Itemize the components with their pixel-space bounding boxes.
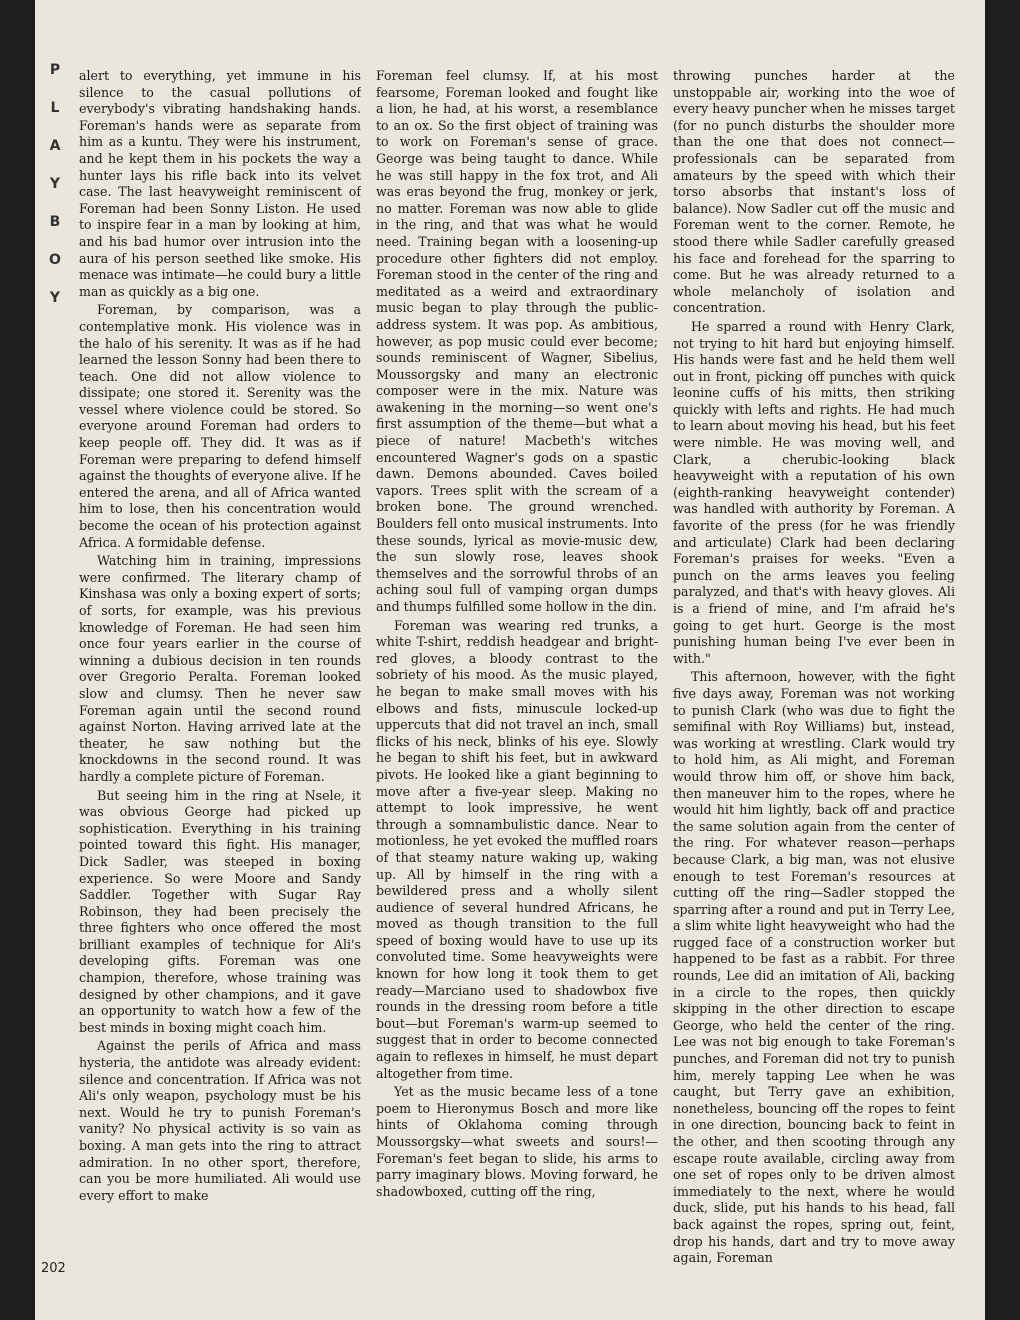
- sidebar-letter: O: [49, 252, 61, 268]
- paragraph: Yet as the music became less of a tone poem to Hieronymus Bosch and more like hints of Oklahoma coming through Moussorgsky—what sweets and sours!—Foreman's feet began to slide, his arms to parry imaginary blows. Moving forward, he shadowboxed, cutting off the ring,: [376, 1084, 658, 1199]
- magazine-sidebar-logo: [35, 62, 75, 322]
- magazine-page: [35, 0, 985, 1320]
- paragraph: throwing punches harder at the unstoppable air, working into the woe of every heavy puncher when he misses target (for no punch disturbs the shoulder more than the one that does not connect—professionals can be separated from amateurs by the speed with which their torso absorbs that instant's loss of balance). Now Sadler cut off the music and Foreman went to the corner. Remote, he stood there while Sadler carefully greased his face and forehead for the sparring to come. But he was already returned to a whole melancholy of isolation and concentration.: [673, 68, 955, 316]
- paragraph: Foreman, by comparison, was a contemplative monk. His violence was in the halo of his serenity. It was as if he had learned the lesson Sonny had been there to teach. One did not allow violence to dissipate; one stored it. Serenity was the vessel where violence could be stored. So everyone around Foreman had orders to keep people off. They did. It was as if Foreman were preparing to defend himself against the thoughts of everyone alive. If he entered the arena, and all of Africa wanted him to lose, then his concentration would become the ocean of his protection against Africa. A formidable defense.: [79, 302, 361, 550]
- sidebar-letter: Y: [49, 290, 61, 306]
- paragraph: He sparred a round with Henry Clark, not trying to hit hard but enjoying himself. His hands were fast and he held them well out in front, picking off punches with quick leonine cuffs of his mitts, then striking quickly with lefts and rights. He had much to learn about moving his head, but his feet were nimble. He was moving well, and Clark, a cherubic-looking black heavyweight with a reputation of his own (eighth-ranking heavyweight contender) was handled with authority by Foreman. A favorite of the press (for he was friendly and articulate) Clark had been declaring Foreman's praises for weeks. "Even a punch on the arms leaves you feeling paralyzed, and that's with heavy gloves. Ali is a friend of mine, and I'm afraid he's going to get hurt. George is the most punishing human being I've ever been in with.": [673, 318, 955, 666]
- sidebar-letter: B: [49, 214, 61, 230]
- paragraph: Foreman was wearing red trunks, a white T-shirt, reddish headgear and bright-red gloves, a bloody contrast to the sobriety of his mood. As the music played, he began to make small moves with his elbows and fists, minuscule locked-up uppercuts that did not travel an inch, small flicks of his neck, blinks of his eye. Slowly he began to shift his feet, but in awkward pivots. He looked like a giant beginning to move after a five-year sleep. Making no attempt to look impressive, he went through a somnambulistic dance. Near to motionless, he yet evoked the muffled roars of that steamy nature waking up, waking up. All by himself in the ring with a bewildered press and a wholly silent audience of several hundred Africans, he moved as though transition to the full speed of boxing would have to use up its convoluted time. Some heavyweights were known for how long it took them to get ready—Marciano used to shadowbox five rounds in the dressing room before a title bout—but Foreman's warm-up seemed to suggest that in order to become connected again to reflexes in himself, he must depart altogether from time.: [376, 617, 658, 1081]
- article-body: [79, 68, 955, 1288]
- paragraph: Against the perils of Africa and mass hysteria, the antidote was already evident: silence and concentration. If Africa was not Ali's only weapon, psychology must be his next. Would he try to punish Foreman's vanity? No physical activity is so vain as boxing. A man gets into the ring to attract admiration. In no other sport, therefore, can you be more humiliated. Ali would use every effort to make: [79, 1038, 361, 1203]
- paragraph: alert to everything, yet immune in his silence to the casual pollutions of everybody's vibrating handshaking hands. Foreman's hands were as separate from him as a kuntu. They were his instrument, and he kept them in his pockets the way a hunter lays his rifle back into its velvet case. The last heavyweight reminiscent of Foreman had been Sonny Liston. He used to inspire fear in a man by looking at him, and his bad humor over intrusion into the aura of his person seethed like smoke. His menace was intimate—he could bury a little man as quickly as a big one.: [79, 68, 361, 299]
- sidebar-letter: A: [49, 138, 61, 154]
- page-number: 202: [41, 1261, 66, 1276]
- sidebar-letter: L: [50, 100, 60, 116]
- text-column-2: [376, 68, 658, 1288]
- sidebar-letter: P: [49, 62, 61, 78]
- text-column-1: [79, 68, 361, 1288]
- text-column-3: [673, 68, 955, 1288]
- paragraph: Watching him in training, impressions were confirmed. The literary champ of Kinshasa was only a boxing expert of sorts; of sorts, for example, was his previous knowledge of Foreman. He had seen him once four years earlier in the course of winning a dubious decision in ten rounds over Gregorio Peralta. Foreman looked slow and clumsy. Then he never saw Foreman again until the second round against Norton. Having arrived late at the theater, he saw nothing but the knockdowns in the second round. It was hardly a complete picture of Foreman.: [79, 553, 361, 784]
- paragraph: But seeing him in the ring at Nsele, it was obvious George had picked up sophistication. Everything in his training pointed toward this fight. His manager, Dick Sadler, was steeped in boxing experience. So were Moore and Sandy Saddler. Together with Sugar Ray Robinson, they had been precisely the three fighters who once offered the most brilliant examples of technique for Ali's developing gifts. Foreman was one champion, therefore, whose training was designed by other champions, and it gave an opportunity to watch how a few of the best minds in boxing might coach him.: [79, 787, 361, 1035]
- paragraph: This afternoon, however, with the fight five days away, Foreman was not working to punish Clark (who was due to fight the semifinal with Roy Williams) but, instead, was working at wrestling. Clark would try to hold him, as Ali might, and Foreman would throw him off, or shove him back, then maneuver him to the ropes, where he would hit him lightly, back off and practice the same solution again from the center of the ring. For whatever reason—perhaps because Clark, a big man, was not elusive enough to test Foreman's resources at cutting off the ring—Sadler stopped the sparring after a round and put in Terry Lee, a slim white light heavyweight who had the rugged face of a construction worker but happened to be fast as a rabbit. For three rounds, Lee did an imitation of Ali, backing in a circle to the ropes, then quickly skipping in the other direction to escape George, who held the center of the ring. Lee was not big enough to take Foreman's punches, and Foreman did not try to punish him, merely tapping Lee when he was caught, but Terry gave an exhibition, nonetheless, bouncing off the ropes to feint in one direction, bouncing back to feint in the other, and then scooting through any escape route available, circling away from one set of ropes only to be driven almost immediately to the next, where he would duck, slide, put his hands to his head, fall back against the ropes, spring out, feint, drop his hands, dart and try to move away again, Foreman: [673, 669, 955, 1266]
- paragraph: Foreman feel clumsy. If, at his most fearsome, Foreman looked and fought like a lion, he had, at his worst, a resemblance to an ox. So the first object of training was to work on Foreman's sense of grace. George was being taught to dance. While he was still happy in the fox trot, and Ali was eras beyond the frug, monkey or jerk, no matter. Foreman was now able to glide in the ring, and that was what he would need. Training began with a loosening-up procedure other fighters did not employ. Foreman stood in the center of the ring and meditated as a weird and extraordinary music began to play through the public-address system. It was pop. As ambitious, however, as pop music could ever become; sounds reminiscent of Wagner, Sibelius, Moussorgsky and many an electronic composer were in the mix. Nature was awakening in the morning—so went one's first assumption of the theme—but what a piece of nature! Macbeth's witches encountered Wagner's gods on a spastic dawn. Demons abounded. Caves boiled vapors. Trees split with the scream of a broken bone. The ground wrenched. Boulders fell onto musical instruments. Into these sounds, lyrical as movie-music dew, the sun slowly rose, leaves shook themselves and the sorrowful throbs of an aching soul full of vamping organ dumps and thumps fulfilled some hollow in the din.: [376, 68, 658, 614]
- sidebar-letter: Y: [49, 176, 61, 192]
